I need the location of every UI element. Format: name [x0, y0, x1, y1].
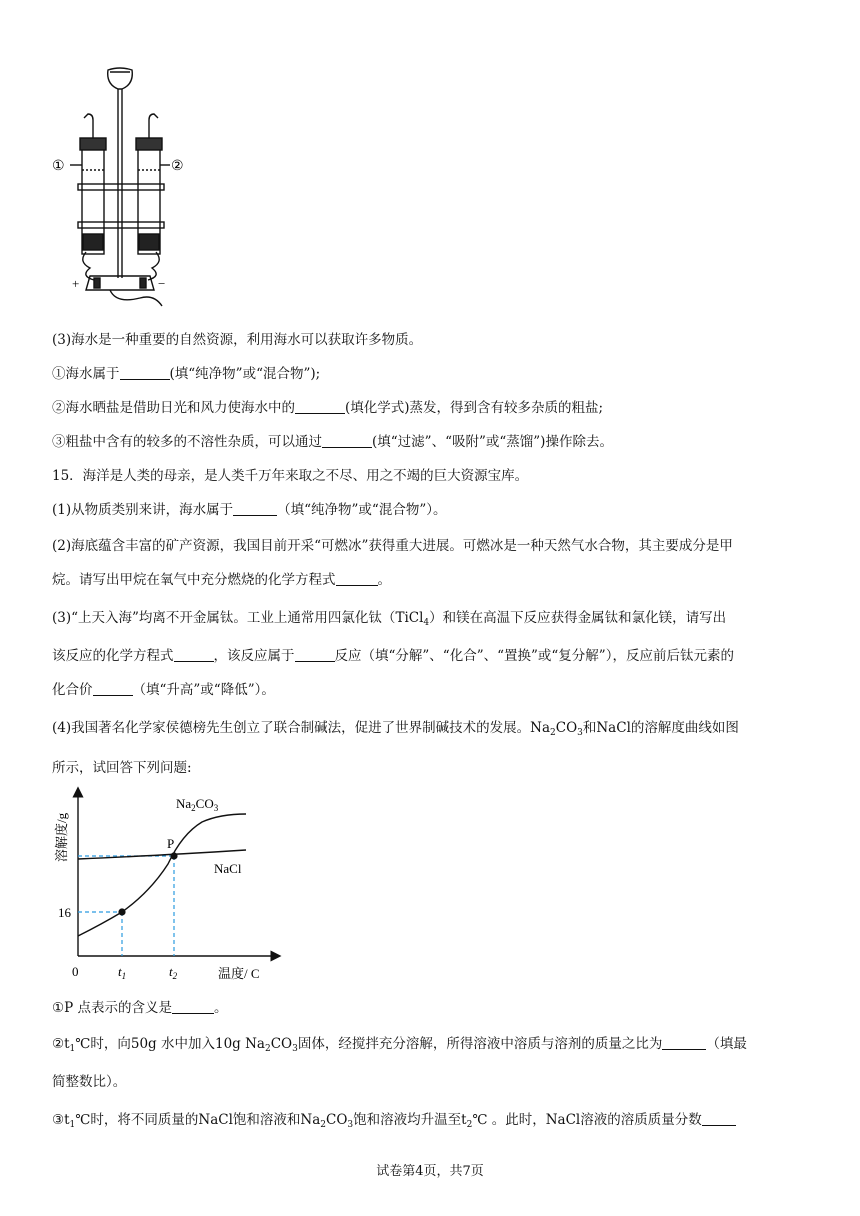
iii-co-sub: 3 [347, 1120, 354, 1130]
q15-part-2-line1: (2)海底蕴含丰富的矿产资源，我国目前开采“可燃冰”获得重大进展。可燃冰是一种天然气水合物，其主要成分是甲 [52, 538, 733, 554]
q15-4-i [52, 998, 227, 1018]
iii-co: CO [326, 1112, 348, 1128]
iii-text-b: 饱和溶液均升温至 [353, 1112, 462, 1128]
q15-2-end: 。 [377, 572, 391, 588]
q15-3-text-d: ，该反应属于 [213, 648, 295, 664]
na2co3-formula [530, 720, 583, 736]
q3-c-text: ③粗盐中含有的较多的不溶性杂质，可以通过 [52, 434, 322, 450]
na-sub: 2 [550, 728, 556, 738]
iii-t-sub: 1 [69, 1120, 76, 1130]
q3-intro: (3)海水是一种重要的自然资源，利用海水可以获取许多物质。 [52, 332, 423, 348]
iii-t2: t [461, 1112, 467, 1128]
ticl4-formula [395, 610, 429, 626]
x-tick-t1: $t_1$ [118, 964, 127, 981]
q15-3-text-c: 该反应的化学方程式 [52, 648, 174, 664]
nacl-curve [78, 850, 246, 859]
q3-b-note: (填化学式)蒸发，得到含有较多杂质的粗盐; [345, 400, 604, 416]
ii-t: t [64, 1036, 70, 1052]
answer-blank[interactable] [322, 433, 372, 448]
q15-4-i-text: ①P 点表示的含义是 [52, 1000, 172, 1016]
page-footer: 试卷第4页，共7页 [376, 1164, 484, 1179]
electrolysis-apparatus-diagram [50, 62, 190, 314]
solubility-chart [50, 784, 290, 984]
q15-part-4-line2: 所示，试回答下列问题: [52, 760, 192, 776]
iii-na: Na [300, 1112, 321, 1128]
answer-blank[interactable] [336, 571, 378, 586]
positive-terminal-label: + [72, 276, 80, 291]
answer-blank[interactable] [702, 1111, 736, 1126]
tube-label-left: ① [52, 159, 65, 174]
ii-text-b: 固体，经搅拌充分溶解，所得溶液中溶质与溶剂的质量之比为 [297, 1036, 663, 1052]
iii-t2-sub: 2 [466, 1120, 473, 1130]
answer-blank[interactable] [120, 365, 170, 380]
nacl-label: NaCl [214, 861, 242, 876]
q15-3-text-g: （填“升高”或“降低”）。 [132, 682, 275, 698]
iii-t: t [64, 1112, 70, 1128]
ii-na: Na [245, 1036, 265, 1052]
ticl-main: TiCl [395, 610, 424, 626]
answer-blank[interactable] [172, 999, 214, 1014]
q15-1-note: （填“纯净物”或“混合物”）。 [277, 502, 447, 518]
x-tick-t2: $t_2$ [169, 964, 178, 981]
q15-3-text-a: (3)“上天入海”均离不开金属钛。工业上通常用四氯化钛（ [52, 610, 396, 626]
y-tick-16: 16 [58, 905, 71, 920]
negative-terminal-label: − [158, 276, 166, 291]
ii-co-sub: 3 [292, 1044, 298, 1054]
co-main: CO [555, 720, 578, 736]
q3-a-note: (填“纯净物”或“混合物”); [169, 366, 321, 382]
ii-text-c: （填最 [706, 1036, 747, 1052]
point-p [170, 852, 177, 859]
point-p-label: P [167, 836, 175, 851]
q15-4-text-b: 和NaCl的溶解度曲线如图 [582, 720, 739, 736]
answer-blank[interactable] [295, 399, 345, 414]
q15-4-iii [52, 1110, 736, 1135]
q3-b-text: ②海水晒盐是借助日光和风力使海水中的 [52, 400, 295, 416]
q15-part-3-line2 [52, 646, 734, 666]
q15-3-text-b: ）和镁在高温下反应获得金属钛和氯化镁，请写出 [429, 610, 727, 626]
q15-2-text: 烷。请写出甲烷在氧气中充分燃烧的化学方程式 [52, 572, 336, 588]
q15-4-text-a: (4)我国著名化学家侯德榜先生创立了联合制碱法，促进了世界制碱技术的发展。 [52, 720, 531, 736]
q3-c-note: (填“过滤”、“吸附”或“蒸馏”)操作除去。 [372, 434, 613, 450]
ii-na-sub: 2 [264, 1044, 271, 1054]
q15-3-text-e: 反应（填“分解”、“化合”、“置换”或“复分解”），反应前后钛元素的 [334, 648, 734, 664]
answer-blank[interactable] [662, 1035, 706, 1050]
q15-4-ii-line1 [52, 1034, 747, 1059]
q3-a-text: ①海水属于 [52, 366, 120, 382]
q3-part-c [52, 432, 613, 452]
answer-blank[interactable] [295, 647, 335, 662]
answer-blank[interactable] [233, 501, 277, 516]
iii-na-sub: 2 [320, 1120, 327, 1130]
answer-blank[interactable] [93, 681, 133, 696]
q15-part-2-line2 [52, 570, 391, 590]
q15-part-4-line1 [52, 718, 739, 743]
na-main: Na [530, 720, 550, 736]
q15-part-3-line3 [52, 680, 275, 700]
q15-4-ii-line2: 简整数比）。 [52, 1074, 127, 1090]
q15-1-text: (1)从物质类别来讲，海水属于 [52, 502, 234, 518]
x-axis-label: 温度/ C [218, 966, 260, 981]
origin-label: 0 [72, 964, 79, 979]
q3-part-b [52, 398, 603, 418]
q15-stem: 15．海洋是人类的母亲，是人类千万年来取之不尽、用之不竭的巨大资源宝库。 [52, 468, 529, 484]
y-axis-label: 溶解度/g [54, 812, 69, 862]
q15-part-3-line1 [52, 608, 726, 633]
q15-3-text-f: 化合价 [52, 682, 93, 698]
answer-blank[interactable] [174, 647, 214, 662]
tube-label-right: ② [171, 159, 184, 174]
iii-text-c: ℃ 。此时，NaCl溶液的溶质质量分数 [472, 1112, 702, 1128]
ii-text-a: ℃时，向50g 水中加入10g [75, 1036, 246, 1052]
q3-part-a [52, 364, 320, 384]
na2co3-label: $Na_2CO_3$ [176, 796, 219, 813]
q15-part-1 [52, 500, 446, 520]
ticl-sub: 4 [423, 618, 430, 628]
co-sub: 3 [577, 728, 583, 738]
point-t1 [118, 908, 125, 915]
q15-4-i-end: 。 [213, 1000, 228, 1016]
ii-num: ② [52, 1036, 65, 1052]
iii-num: ③ [52, 1112, 65, 1128]
ii-co: CO [270, 1036, 293, 1052]
iii-text-a: ℃时，将不同质量的NaCl饱和溶液和 [75, 1112, 301, 1128]
ii-t-sub: 1 [69, 1044, 76, 1054]
